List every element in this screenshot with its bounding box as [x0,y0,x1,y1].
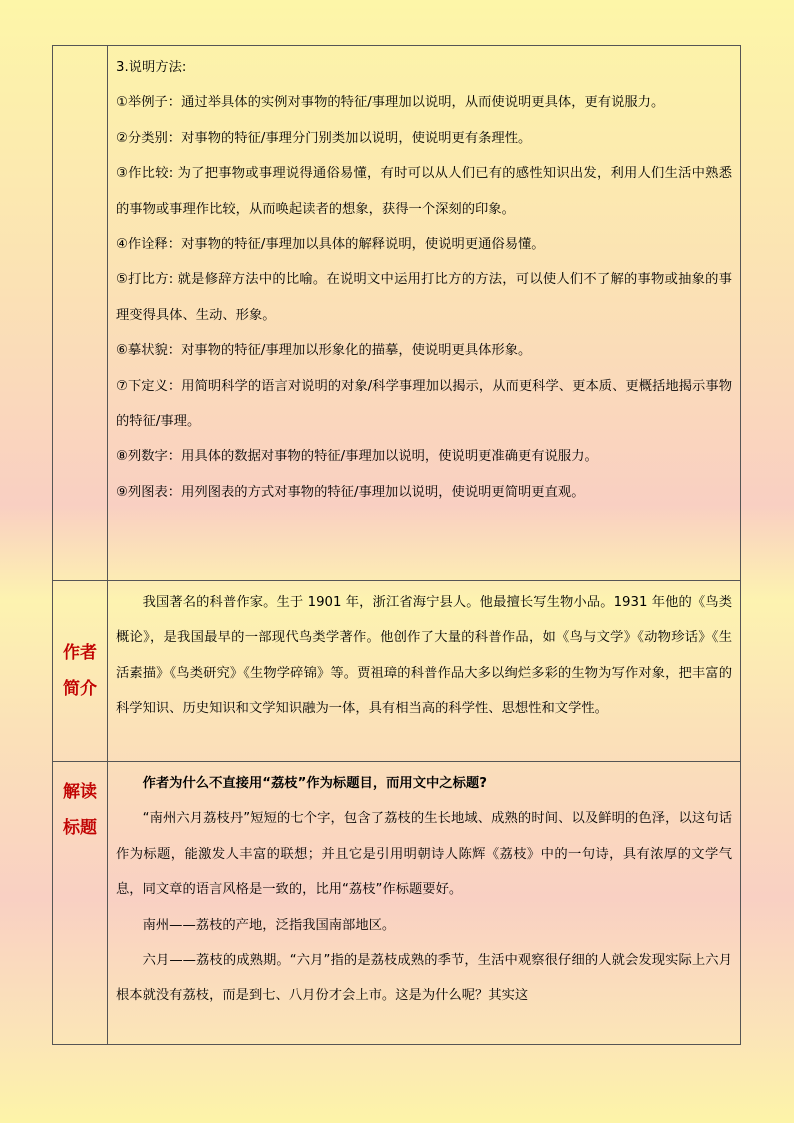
author-row [53,581,741,762]
title-analysis-row [53,762,741,1045]
method-item-1: ①举例子：通过举具体的实例对事物的特征/事理加以说明，从而使说明更具体，更有说服力。 [116,95,665,111]
method-item-9: ⑨列图表：用列图表的方式对事物的特征/事理加以说明，使说明更简明更直观。 [116,484,585,500]
methods-heading: 3.说明方法: [116,60,187,75]
title-analysis-paragraph-2: 南州——荔枝的产地，泛指我国南部地区。 [142,917,396,933]
method-item-6: ⑥摹状貌：对事物的特征/事理加以形象化的描摹，使说明更具体形象。 [116,343,532,359]
title-analysis-paragraph-1: “南州六月荔枝丹”短短的七个字，包含了荔枝的生长地域、成熟的时间、以及鲜明的色泽，以这句话作为标题，能激发人丰富的联想；并且它是引用明朝诗人陈辉《荔枝》中的一句诗，具有浓厚的文学气息，同文章的语言风格是一致的，比用“荔枝”作标题要好。 [116,811,732,898]
title-analysis-label-line1: 解读 [63,782,97,802]
author-label-line2: 简介 [63,679,97,699]
title-analysis-question: 作者为什么不直接用“荔枝”作为标题目，而用文中之标题? [142,776,487,791]
methods-label-cell [53,46,108,581]
author-label [53,581,108,762]
method-item-7: ⑦下定义：用简明科学的语言对说明的对象/科学事理加以揭示，从而更科学、更本质、更概括地揭示事物的特征/事理。 [116,378,732,430]
methods-row [53,46,741,581]
title-analysis-content-cell [108,762,741,1045]
content-table [52,45,741,1045]
method-item-2: ②分类别：对事物的特征/事理分门别类加以说明，使说明更有条理性。 [116,130,532,146]
author-content-cell [108,581,741,762]
methods-content-cell [108,46,741,581]
method-item-8: ⑧列数字：用具体的数据对事物的特征/事理加以说明，使说明更准确更有说服力。 [116,449,598,465]
title-analysis-paragraph-3: 六月——荔枝的成熟期。“六月”指的是荔枝成熟的季节，生活中观察很仔细的人就会发现实际上六月根本就没有荔枝，而是到七、八月份才会上市。这是为什么呢？其实这 [116,953,732,1004]
title-analysis-label [53,762,108,1045]
method-item-3: ③作比较: 为了把事物或事理说得通俗易懂，有时可以从人们已有的感性知识出发，利用人们生活中熟悉的事物或事理作比较，从而唤起读者的想象，获得一个深刻的印象。 [116,166,732,217]
author-label-line1: 作者 [63,643,97,663]
author-paragraph: 我国著名的科普作家。生于 1901 年，浙江省海宁县人。他最擅长写生物小品。1931 年他的《鸟类概论》，是我国最早的一部现代鸟类学著作。他创作了大量的科普作品，如《鸟与文学》《动物珍话》《生活素描》《鸟类研究》《生物学碎锦》等。贾祖璋的科普作品大多以绚烂多彩的生物为写作对象，把丰富的科学知识、历史知识和文学知识融为一体，具有相当高的科学性、思想性和文学性。 [116,595,732,717]
method-item-4: ④作诠释：对事物的特征/事理加以具体的解释说明，使说明更通俗易懂。 [116,237,545,253]
method-item-5: ⑤打比方: 就是修辞方法中的比喻。在说明文中运用打比方的方法，可以使人们不了解的事物或抽象的事理变得具体、生动、形象。 [116,272,732,323]
title-analysis-label-line2: 标题 [63,818,97,838]
